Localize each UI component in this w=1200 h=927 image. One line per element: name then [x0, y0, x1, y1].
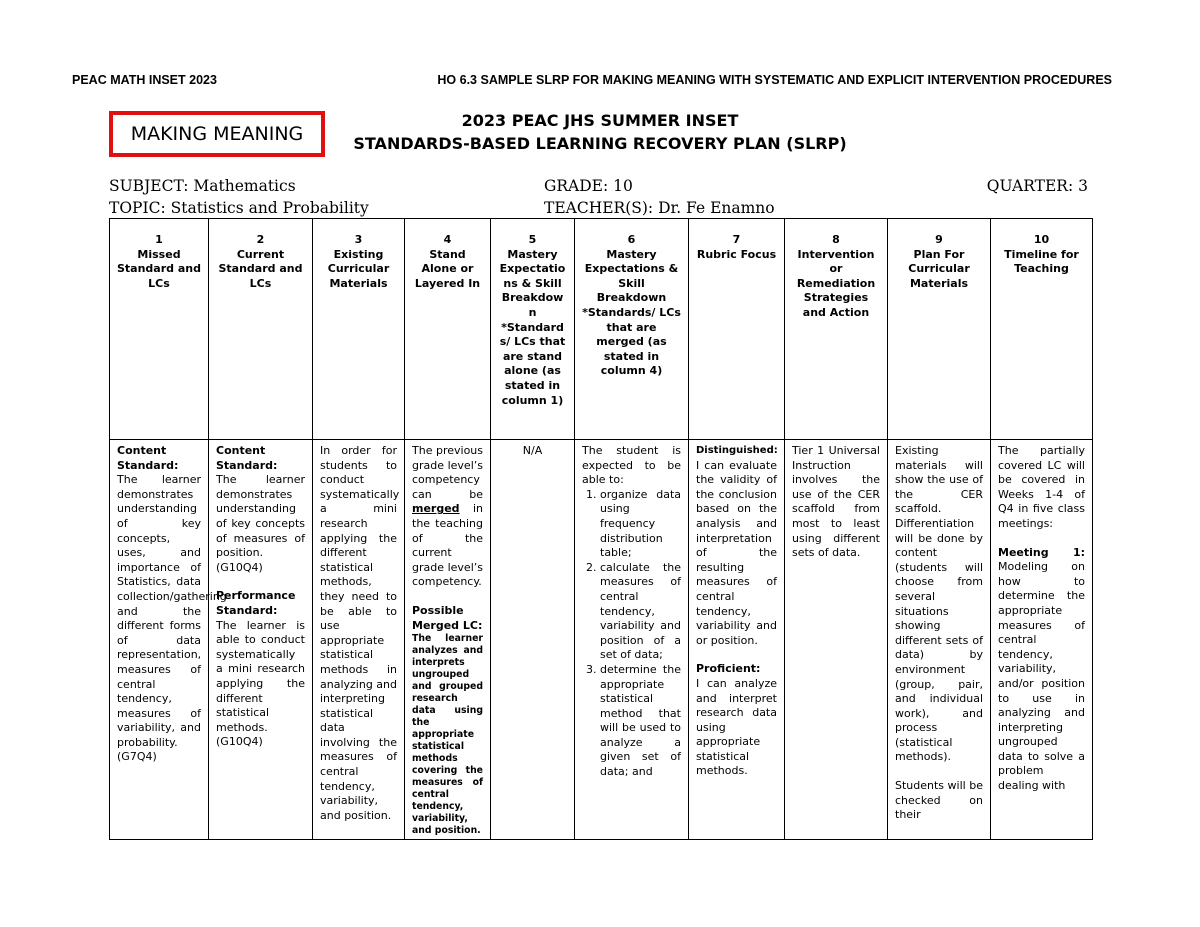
- timeline-cell: The partially covered LC will be covered in Weeks 1-4 of Q4 in five class meetings: Meeting 1: Modeling on how to determine the appropriate measures of central tendency, variability, and/or position to use in analyzing and interpreting ungrouped data to solve a problem dealing with: [991, 440, 1093, 840]
- column-header: 4 Stand Alone or Layered In: [405, 219, 491, 440]
- slrp-table: [109, 218, 1093, 840]
- grade-field: GRADE: 10: [544, 177, 633, 195]
- stand-alone-layered-cell: The previous grade level’s competency can be merged in the teaching of the current grade level’s competency. Possible Merged LC: The learner analyzes and interprets ungrouped and grouped research data using the appropriate statistical methods covering the measures of central tendency, variability, and position.: [405, 440, 491, 840]
- list-item: 1. organize data using frequency distribution table;: [600, 488, 681, 561]
- list-item: 2. calculate the measures of central tendency, variability and position of a set of data;: [600, 561, 681, 663]
- teacher-field: TEACHER(S): Dr. Fe Enamno: [544, 199, 775, 217]
- rubric-focus-cell: Distinguished: I can evaluate the validity of the conclusion based on the analysis and interpretation of the resulting measures of central tendency, variability and or position. Proficient: I can analyze and interpret research data using appropriate statistical methods.: [689, 440, 785, 840]
- quarter-field: QUARTER: 3: [986, 177, 1088, 195]
- column-header: 3 Existing Curricular Materials: [313, 219, 405, 440]
- column-header: 5 Mastery Expectatio ns & Skill Breakdow n *Standard s/ LCs that are stand alone (as stated in column 1): [491, 219, 575, 440]
- plan-subtitle: STANDARDS-BASED LEARNING RECOVERY PLAN (SLRP): [353, 134, 847, 153]
- intervention-cell: Tier 1 Universal Instruction involves the use of the CER scaffold from most to least using different sets of data.: [785, 440, 888, 840]
- document-header-left: PEAC MATH INSET 2023: [72, 73, 217, 87]
- table-header-row: [110, 219, 1093, 440]
- column-header: 8 Intervention or Remediation Strategies and Action: [785, 219, 888, 440]
- current-standard-cell: Content Standard: The learner demonstrates understanding of key concepts of measures of position. (G10Q4) Performance Standard: The learner is able to conduct systematically a mini research applying the different statistical methods. (G10Q4): [209, 440, 313, 840]
- materials-plan-cell: Existing materials will show the use of the CER scaffold. Differentiation will be done by content (students will choose from several situations showing different sets of data) by environment (group, pair, and individual work), and process (statistical methods). Students will be checked on their: [888, 440, 991, 840]
- subject-field: SUBJECT: Mathematics: [109, 177, 296, 195]
- column-header: 6 Mastery Expectations & Skill Breakdown *Standards/ LCs that are merged (as stated in column 4): [575, 219, 689, 440]
- column-header: 7 Rubric Focus: [689, 219, 785, 440]
- list-item: 3. determine the appropriate statistical method that will be used to analyze a given set of data; and: [600, 663, 681, 780]
- plan-title: 2023 PEAC JHS SUMMER INSET: [461, 111, 739, 130]
- column-header: 10 Timeline for Teaching: [991, 219, 1093, 440]
- column-header: 9 Plan For Curricular Materials: [888, 219, 991, 440]
- existing-materials-cell: In order for students to conduct systematically a mini research applying the different statistical methods, they need to be able to use appropriate statistical methods in analyzing and interpreting statistical data involving the measures of central tendency, variability, and position.: [313, 440, 405, 840]
- document-header-right: HO 6.3 SAMPLE SLRP FOR MAKING MEANING WITH SYSTEMATIC AND EXPLICIT INTERVENTION PROCEDURES: [437, 73, 1112, 87]
- making-meaning-badge: MAKING MEANING: [109, 111, 325, 157]
- missed-standard-cell: Content Standard: The learner demonstrates understanding of key concepts, uses, and importance of Statistics, data collection/gathering and the different forms of data representation, measures of central tendency, measures of variability, and probability. (G7Q4): [110, 440, 209, 840]
- table-row: [110, 440, 1093, 840]
- merged-mastery-cell: The student is expected to be able to: 1. organize data using frequency distribution table; 2. calculate the measures of central tendency, variability and position of a set of data; 3. determine the appropriate statistical method that will be used to analyze a given set of data; and: [575, 440, 689, 840]
- stand-alone-mastery-cell: N/A: [491, 440, 575, 840]
- topic-field: TOPIC: Statistics and Probability: [109, 199, 369, 217]
- column-header: 1 Missed Standard and LCs: [110, 219, 209, 440]
- column-header: 2 Current Standard and LCs: [209, 219, 313, 440]
